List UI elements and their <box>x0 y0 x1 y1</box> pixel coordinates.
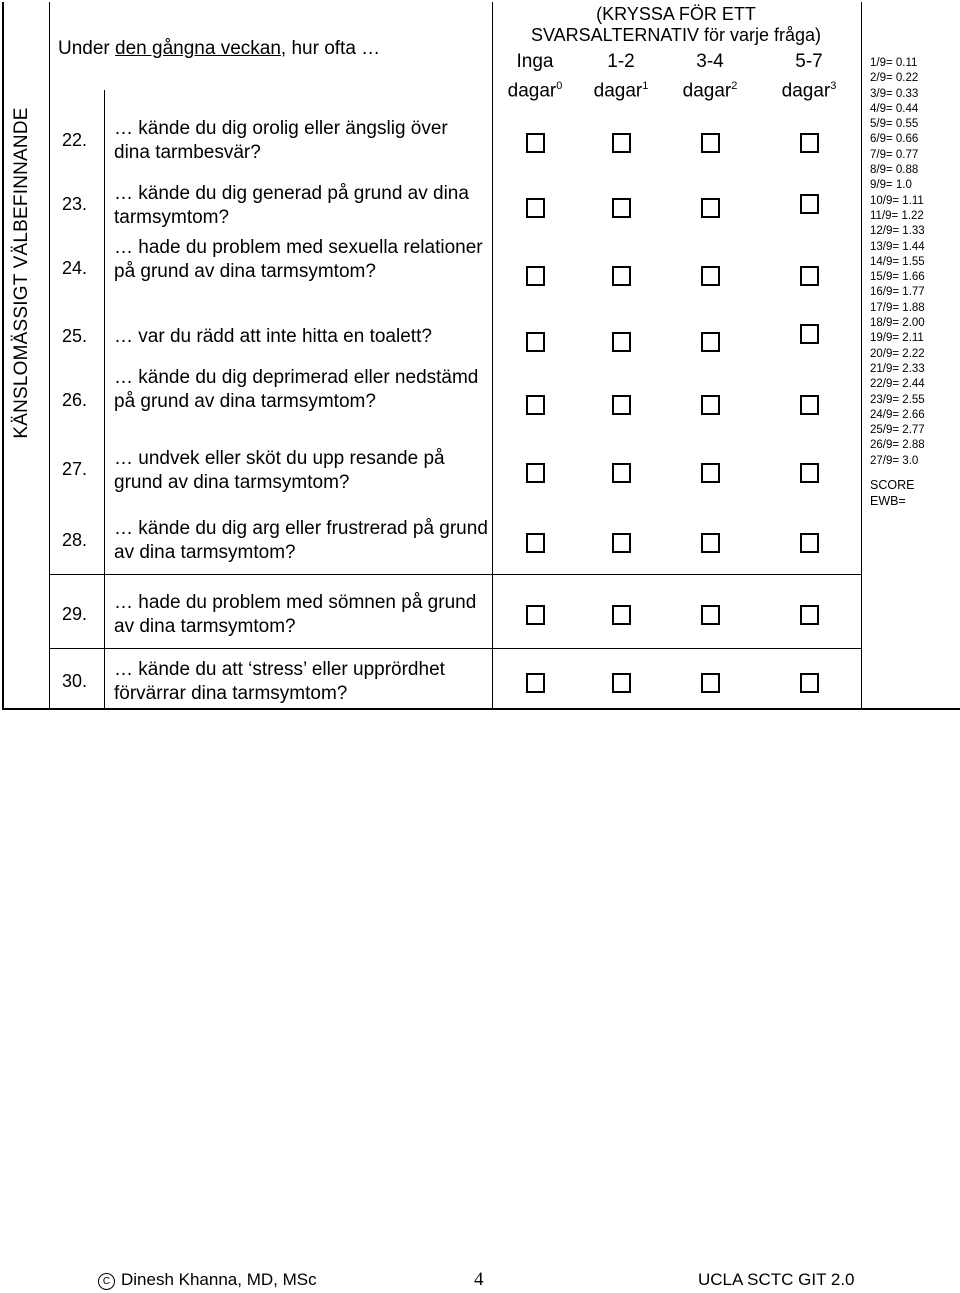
instruction-line-2: SVARSALTERNATIV för varje fråga) <box>530 25 822 45</box>
score-entry: 3/9= 0.33 <box>870 87 919 100</box>
column-header-unit: dagar <box>682 80 732 102</box>
column-header-1 <box>582 50 660 103</box>
score-label-line-2: EWB= <box>870 494 906 508</box>
question-text: … hade du problem med sexuella relationer på grund av dina tarmsymtom? <box>114 237 483 282</box>
checkbox-q30-0[interactable] <box>526 673 545 693</box>
checkbox-q23-2[interactable] <box>701 198 720 218</box>
question-number: 28. <box>62 530 88 550</box>
section-title <box>0 0 46 545</box>
intro-text <box>58 38 380 60</box>
author-name: Dinesh Khanna, MD, MSc <box>121 1270 317 1289</box>
checkbox-q27-0[interactable] <box>526 463 545 483</box>
score-entry: 24/9= 2.66 <box>870 408 925 421</box>
score-entry: 12/9= 1.33 <box>870 225 925 238</box>
checkbox-q23-0[interactable] <box>526 198 545 218</box>
score-entry: 18/9= 2.00 <box>870 317 925 330</box>
checkbox-q24-3[interactable] <box>800 266 819 286</box>
column-header-unit: dagar <box>507 80 557 102</box>
checkbox-q30-2[interactable] <box>701 673 720 693</box>
checkbox-q30-3[interactable] <box>800 673 819 693</box>
score-entry: 22/9= 2.44 <box>870 378 925 391</box>
question-number: 29. <box>62 604 88 624</box>
column-header-unit: dagar <box>781 80 831 102</box>
checkbox-q26-0[interactable] <box>526 395 545 415</box>
checkbox-q26-3[interactable] <box>800 395 819 415</box>
checkbox-q25-1[interactable] <box>612 332 631 352</box>
question-number: 27. <box>62 459 88 479</box>
score-entry: 2/9= 0.22 <box>870 72 919 85</box>
score-entry: 13/9= 1.44 <box>870 240 925 253</box>
score-entry: 8/9= 0.88 <box>870 164 919 177</box>
checkbox-q28-2[interactable] <box>701 533 720 553</box>
column-header-score: 2 <box>731 80 738 92</box>
score-entry: 14/9= 1.55 <box>870 255 925 268</box>
column-divider <box>861 2 862 708</box>
column-header-score: 1 <box>642 80 649 92</box>
score-entry: 4/9= 0.44 <box>870 102 919 115</box>
score-entry: 6/9= 0.66 <box>870 133 919 146</box>
score-table <box>870 56 925 469</box>
question-text: … kände du att ‘stress’ eller upprördhet förvärrar dina tarmsymtom? <box>114 659 445 704</box>
checkbox-q23-1[interactable] <box>612 198 631 218</box>
score-entry: 7/9= 0.77 <box>870 148 919 161</box>
checkbox-q22-3[interactable] <box>800 133 819 153</box>
score-entry: 5/9= 0.55 <box>870 118 919 131</box>
intro-prefix: Under <box>58 38 116 59</box>
checkbox-q22-1[interactable] <box>612 133 631 153</box>
checkbox-q22-0[interactable] <box>526 133 545 153</box>
question-number: 23. <box>62 194 88 214</box>
checkbox-q29-1[interactable] <box>612 605 631 625</box>
intro-suffix: , hur ofta … <box>280 38 381 59</box>
score-entry: 27/9= 3.0 <box>870 454 919 467</box>
checkbox-q27-1[interactable] <box>612 463 631 483</box>
column-header-2 <box>671 50 749 103</box>
question-number: 24. <box>62 258 88 278</box>
checkbox-q26-1[interactable] <box>612 395 631 415</box>
checkbox-q29-0[interactable] <box>526 605 545 625</box>
checkbox-q28-3[interactable] <box>800 533 819 553</box>
question-text: … undvek eller sköt du upp resande på grund av dina tarmsymtom? <box>114 448 445 493</box>
copyright-icon: C <box>98 1273 115 1290</box>
score-entry: 19/9= 2.11 <box>870 332 924 345</box>
column-header-label: 3-4 <box>696 51 724 72</box>
question-text: … kände du dig deprimerad eller nedstämd på grund av dina tarmsymtom? <box>114 367 479 412</box>
score-entry: 16/9= 1.77 <box>870 286 925 299</box>
checkbox-q24-1[interactable] <box>612 266 631 286</box>
question-text: … kände du dig arg eller frustrerad på grund av dina tarmsymtom? <box>114 518 488 563</box>
question-number: 26. <box>62 390 88 410</box>
score-entry: 21/9= 2.33 <box>870 362 925 375</box>
instruction-line-1: (KRYSSA FÖR ETT <box>596 4 756 24</box>
checkbox-q25-3[interactable] <box>800 324 819 344</box>
column-header-label: Inga <box>516 51 554 72</box>
score-entry: 26/9= 2.88 <box>870 439 925 452</box>
checkbox-q29-3[interactable] <box>800 605 819 625</box>
column-divider <box>104 90 105 708</box>
row-divider <box>50 648 862 649</box>
checkbox-q27-3[interactable] <box>800 463 819 483</box>
checkbox-q28-0[interactable] <box>526 533 545 553</box>
column-header-score: 0 <box>556 80 563 92</box>
column-divider <box>492 2 493 708</box>
instrument-name: UCLA SCTC GIT 2.0 <box>698 1270 855 1289</box>
checkbox-q30-1[interactable] <box>612 673 631 693</box>
score-entry: 23/9= 2.55 <box>870 393 925 406</box>
score-entry: 1/9= 0.11 <box>870 57 918 69</box>
column-header-0 <box>496 50 574 103</box>
score-entry: 9/9= 1.0 <box>870 179 912 192</box>
footer-author <box>98 1270 317 1290</box>
checkbox-q24-0[interactable] <box>526 266 545 286</box>
question-number: 25. <box>62 326 88 346</box>
checkbox-q28-1[interactable] <box>612 533 631 553</box>
checkbox-q25-2[interactable] <box>701 332 720 352</box>
section-title-text: KÄNSLOMÄSSIGT VÄLBEFINNANDE <box>11 106 32 439</box>
score-label-line-1: SCORE <box>870 478 915 492</box>
intro-underlined: den gångna veckan <box>115 38 281 59</box>
score-entry: 20/9= 2.22 <box>870 347 925 360</box>
column-header-unit: dagar <box>593 80 643 102</box>
score-entry: 10/9= 1.11 <box>870 194 924 207</box>
score-entry: 15/9= 1.66 <box>870 271 925 284</box>
column-divider <box>49 2 50 708</box>
question-text: … var du rädd att inte hitta en toalett? <box>114 326 432 347</box>
checkbox-q29-2[interactable] <box>701 605 720 625</box>
column-header-score: 3 <box>830 80 837 92</box>
page-number: 4 <box>474 1269 484 1290</box>
score-entry: 11/9= 1.22 <box>870 209 924 222</box>
checkbox-q26-2[interactable] <box>701 395 720 415</box>
question-text: … kände du dig orolig eller ängslig över dina tarmbesvär? <box>114 118 448 163</box>
question-number: 22. <box>62 130 88 150</box>
column-header-label: 5-7 <box>795 51 823 72</box>
row-divider <box>50 574 862 575</box>
question-text: … kände du dig generad på grund av dina tarmsymtom? <box>114 183 469 228</box>
checkbox-q22-2[interactable] <box>701 133 720 153</box>
question-number: 30. <box>62 671 88 691</box>
checkbox-q24-2[interactable] <box>701 266 720 286</box>
column-header-3 <box>770 50 848 103</box>
question-text: … hade du problem med sömnen på grund av dina tarmsymtom? <box>114 592 477 637</box>
score-entry: 17/9= 1.88 <box>870 301 925 314</box>
checkbox-q25-0[interactable] <box>526 332 545 352</box>
checkbox-q23-3[interactable] <box>800 194 819 214</box>
checkbox-q27-2[interactable] <box>701 463 720 483</box>
score-entry: 25/9= 2.77 <box>870 424 925 437</box>
column-header-label: 1-2 <box>607 51 635 72</box>
instruction <box>492 4 860 46</box>
score-label <box>870 477 914 509</box>
